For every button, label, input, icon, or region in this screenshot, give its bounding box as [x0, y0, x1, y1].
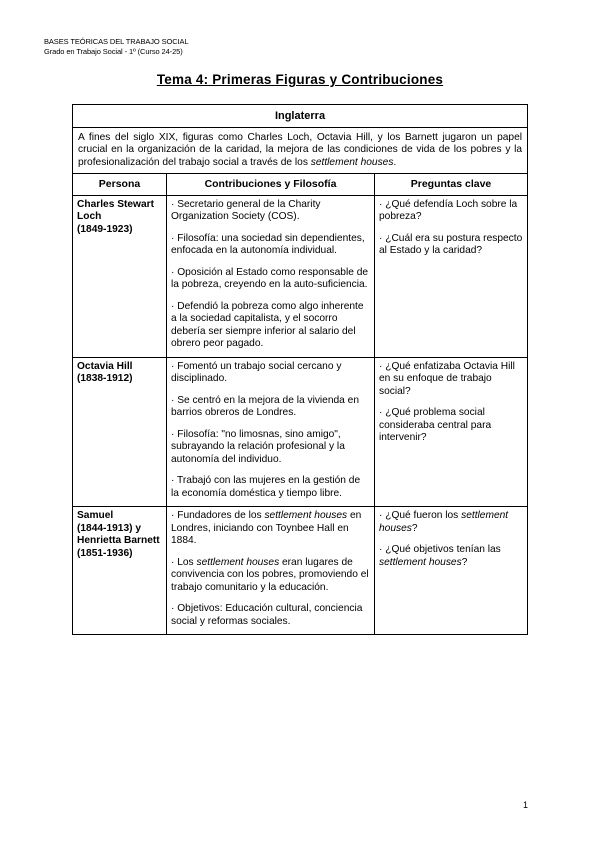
contrib-cell: [167, 357, 375, 507]
contrib-item: · Objetivos: Educación cultural, conciencia social y reformas sociales.: [171, 603, 363, 627]
contrib-item: · Filosofía: "no limosnas, sino amigo", subrayando la relación profesional y la autonomía del individuo.: [171, 428, 345, 465]
contrib-text: · Fundadores de los: [171, 510, 265, 522]
question-item: [379, 544, 523, 569]
intro-end: .: [393, 156, 397, 168]
contrib-text: eran lugares de convivencia con los pobres, promoviendo el trabajo comunitario y la educación.: [171, 556, 369, 593]
questions-cell: [375, 357, 528, 507]
person-years: (1849-1923): [77, 223, 133, 235]
person-cell: [73, 507, 167, 635]
column-headers: [73, 174, 528, 196]
contrib-emphasis: settlement houses: [196, 556, 280, 568]
person-years: (1844-1913) y: [77, 522, 142, 534]
contributions-table: [72, 104, 528, 635]
person-cell: [73, 195, 167, 357]
question-text: · ¿Qué objetivos tenían las: [379, 544, 501, 556]
contrib-text: · Los: [171, 556, 197, 568]
contrib-item: · Secretario general de la Charity Organization Society (COS).: [171, 198, 321, 223]
question-text: · ¿Qué fueron los: [379, 510, 462, 522]
contrib-item: · Se centró en la mejora de la vivienda en barrios obreros de Londres.: [171, 394, 360, 419]
contrib-item: [171, 510, 370, 548]
page-title: Tema 4: Primeras Figuras y Contribuciones: [156, 72, 444, 87]
col-header-contribuciones: Contribuciones y Filosofía: [167, 174, 375, 196]
contrib-item: · Filosofía: una sociedad sin dependientes, enfocada en la autonomía individual.: [171, 232, 365, 257]
person-cell: [73, 357, 167, 507]
col-header-preguntas: Preguntas clave: [375, 174, 528, 196]
person-name: Samuel: [77, 510, 114, 522]
question-item: [379, 510, 523, 535]
table-row: [73, 195, 528, 357]
question-text: ?: [411, 522, 418, 534]
intro-text: A fines del siglo XIX, figuras como Charles Loch, Octavia Hill, y los Barnett jugaron un papel crucial en la organización de la caridad, la mejora de las condiciones de vida de los pobres y la profesionalización del trabajo social a través de los: [78, 131, 523, 168]
contrib-item: · Oposición al Estado como responsable de la pobreza, creyendo en la auto-suficiencia.: [171, 266, 369, 291]
question-item: · ¿Qué problema social consideraba central para intervenir?: [379, 407, 492, 444]
person-years: (1851-1936): [77, 547, 133, 559]
contrib-text: en Londres, iniciando con Toynbee Hall en 1884.: [171, 510, 362, 547]
contrib-item: · Fomentó un trabajo social cercano y disciplinado.: [171, 360, 342, 385]
person-years: (1838-1912): [77, 373, 133, 385]
contrib-item: · Defendió la pobreza como algo inherente a la sociedad capitalista, y el socorro debería ser siempre inferior al salario del obrero peor pagado.: [171, 300, 364, 350]
col-header-persona: Persona: [73, 174, 167, 196]
course-title: BASES TEÓRICAS DEL TRABAJO SOCIAL: [44, 37, 189, 46]
table-row: [73, 507, 528, 635]
document-header: [44, 37, 189, 57]
contrib-cell: [167, 195, 375, 357]
contrib-item: · Trabajó con las mujeres en la gestión de la economía doméstica y tiempo libre.: [171, 475, 361, 499]
question-emphasis: settlement houses: [379, 510, 509, 534]
question-item: · ¿Cuál era su postura respecto al Estado y la caridad?: [379, 232, 523, 257]
table-row: [73, 357, 528, 507]
course-subtitle: Grado en Trabajo Social - 1º (Curso 24-25): [44, 47, 183, 56]
question-text: ?: [461, 556, 468, 568]
question-emphasis: settlement houses: [379, 556, 462, 568]
questions-cell: [375, 507, 528, 635]
section-heading: Inglaterra: [73, 105, 528, 128]
contrib-item: [171, 557, 370, 595]
questions-cell: [375, 195, 528, 357]
contrib-emphasis: settlement houses: [264, 510, 348, 522]
question-item: · ¿Qué defendía Loch sobre la pobreza?: [379, 198, 518, 223]
section-intro: [73, 127, 528, 174]
person-name: Charles Stewart Loch: [77, 198, 155, 223]
intro-emphasis: settlement houses: [310, 156, 394, 168]
question-item: · ¿Qué enfatizaba Octavia Hill en su enfoque de trabajo social?: [379, 360, 515, 397]
person-name: Henrietta Barnett: [77, 535, 160, 547]
person-name: Octavia Hill: [77, 360, 133, 372]
page-number: 1: [522, 800, 528, 810]
contrib-cell: [167, 507, 375, 635]
